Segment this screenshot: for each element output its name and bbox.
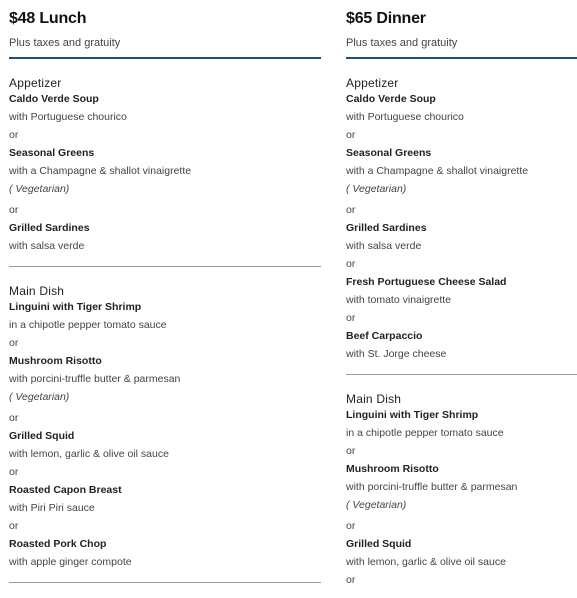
lunch-menu	[9, 0, 321, 583]
menu-subtitle: Plus taxes and gratuity	[9, 37, 121, 49]
dish-name: Roasted Pork Chop	[9, 538, 107, 550]
menu-item	[9, 537, 321, 569]
dish-name: Grilled Squid	[346, 538, 412, 550]
vegetarian-tag: ( Vegetarian)	[9, 391, 70, 403]
or-separator: or	[346, 312, 356, 324]
section-title: Main Dish	[9, 284, 65, 298]
section-title: Main Dish	[346, 392, 402, 406]
or-separator: or	[346, 520, 356, 532]
vegetarian-tag: ( Vegetarian)	[346, 183, 407, 195]
dish-description: with salsa verde	[9, 240, 85, 252]
dish-name: Grilled Squid	[9, 430, 75, 442]
menu-item	[9, 483, 321, 515]
menu-item	[9, 92, 321, 124]
dish-name: Linguini with Tiger Shrimp	[9, 301, 142, 313]
menu-item	[346, 146, 577, 196]
dish-description: with Piri Piri sauce	[9, 502, 95, 514]
or-separator: or	[346, 258, 356, 270]
lunch-sections	[9, 75, 321, 583]
dish-description: with lemon, garlic & olive oil sauce	[9, 448, 169, 460]
section-title: Appetizer	[346, 76, 399, 90]
dish-name: Linguini with Tiger Shrimp	[346, 409, 479, 421]
menu-item	[346, 408, 577, 440]
dish-name: Fresh Portuguese Cheese Salad	[346, 276, 507, 288]
section-title: Appetizer	[9, 76, 62, 90]
dish-description: with Portuguese chourico	[9, 111, 127, 123]
dish-description: with Portuguese chourico	[346, 111, 464, 123]
menu-item	[9, 146, 321, 196]
or-separator: or	[9, 520, 19, 532]
or-separator: or	[9, 412, 19, 424]
menu-item	[346, 537, 577, 569]
or-separator: or	[346, 129, 356, 141]
section-divider	[9, 582, 321, 583]
menu-item	[9, 221, 321, 253]
menu-item	[346, 462, 577, 512]
dish-description: in a chipotle pepper tomato sauce	[9, 319, 167, 331]
dish-name: Beef Carpaccio	[346, 330, 423, 342]
section-divider	[346, 374, 577, 375]
or-separator: or	[346, 445, 356, 457]
dish-description: with tomato vinaigrette	[346, 294, 452, 306]
dish-description: with salsa verde	[346, 240, 422, 252]
section-divider	[9, 266, 321, 267]
or-separator: or	[346, 204, 356, 216]
or-separator: or	[346, 574, 356, 586]
menu-item	[9, 354, 321, 404]
dish-name: Caldo Verde Soup	[9, 93, 99, 105]
dish-name: Seasonal Greens	[9, 147, 95, 159]
dinner-menu	[346, 0, 577, 587]
menu-title: $48 Lunch	[9, 10, 87, 27]
or-separator: or	[9, 204, 19, 216]
or-separator: or	[9, 466, 19, 478]
dish-description: with apple ginger compote	[9, 556, 132, 568]
menu-title: $65 Dinner	[346, 10, 426, 27]
dish-name: Seasonal Greens	[346, 147, 432, 159]
dinner-sections	[346, 75, 577, 587]
menu-item	[346, 92, 577, 124]
dish-description: with St. Jorge cheese	[346, 348, 447, 360]
or-separator: or	[9, 129, 19, 141]
dish-name: Grilled Sardines	[9, 222, 90, 234]
menu-subtitle: Plus taxes and gratuity	[346, 37, 458, 49]
menu-item	[346, 329, 577, 361]
menu-item	[346, 221, 577, 253]
dish-name: Mushroom Risotto	[9, 355, 102, 367]
dish-description: with porcini-truffle butter & parmesan	[9, 373, 181, 385]
dish-name: Grilled Sardines	[346, 222, 427, 234]
dish-name: Mushroom Risotto	[346, 463, 439, 475]
dish-description: with lemon, garlic & olive oil sauce	[346, 556, 506, 568]
menu-item	[9, 300, 321, 332]
dish-description: with a Champagne & shallot vinaigrette	[346, 165, 529, 177]
dish-description: with a Champagne & shallot vinaigrette	[9, 165, 192, 177]
dish-name: Caldo Verde Soup	[346, 93, 436, 105]
dish-description: with porcini-truffle butter & parmesan	[346, 481, 518, 493]
vegetarian-tag: ( Vegetarian)	[9, 183, 70, 195]
title-divider	[9, 57, 321, 59]
or-separator: or	[9, 337, 19, 349]
menu-item	[346, 275, 577, 307]
menu-item	[9, 429, 321, 461]
dish-description: in a chipotle pepper tomato sauce	[346, 427, 504, 439]
title-divider	[346, 57, 577, 59]
vegetarian-tag: ( Vegetarian)	[346, 499, 407, 511]
dish-name: Roasted Capon Breast	[9, 484, 122, 496]
